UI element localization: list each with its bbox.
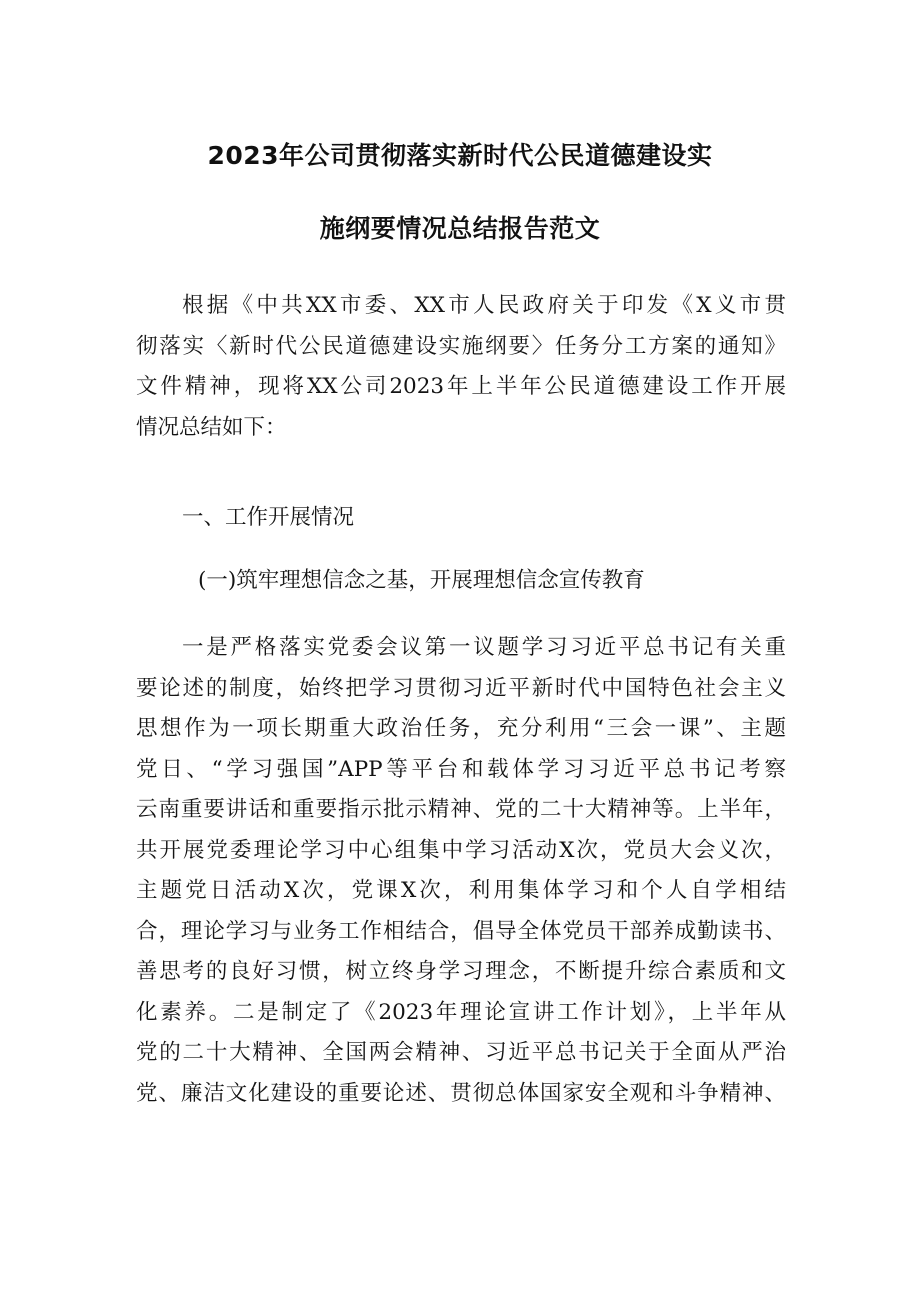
body-paragraph — [136, 628, 786, 1114]
body-line: 要论述的制度，始终把学习贯彻习近平新时代中国特色社会主义 — [136, 675, 786, 701]
intro-line: 根据《中共XX市委、XX市人民政府关于印发《X义市贯 — [182, 293, 786, 318]
intro-line: 文件精神，现将XX公司2023年上半年公民道德建设工作开展 — [136, 374, 786, 399]
body-line: 化素养。二是制定了《2023年理论宣讲工作计划》，上半年从 — [136, 999, 786, 1025]
body-line: 合，理论学习与业务工作相结合，倡导全体党员干部养成勤读书、 — [136, 918, 786, 944]
body-line: 云南重要讲话和重要指示批示精神、党的二十大精神等。上半年， — [136, 797, 786, 822]
body-line: 党的二十大精神、全国两会精神、习近平总书记关于全面从严治 — [136, 1040, 786, 1065]
document-title-line-2: 施纲要情况总结报告范文 — [319, 214, 601, 243]
body-line: 主题党日活动X次，党课X次，利用集体学习和个人自学相结 — [136, 878, 786, 903]
body-line: 党日、“学习强国”APP等平台和载体学习习近平总书记考察 — [136, 756, 786, 782]
subsection-heading-paragraph — [136, 561, 786, 602]
body-line: 善思考的良好习惯，树立终身学习理念，不断提升综合素质和文 — [136, 959, 786, 984]
intro-line: 情况总结如下： — [136, 414, 287, 440]
body-line: 一是严格落实党委会议第一议题学习习近平总书记有关重 — [182, 635, 786, 660]
body-line: 共开展党委理论学习中心组集中学习活动X次，党员大会义次， — [136, 837, 786, 863]
subsection-heading: (一)筑牢理想信念之基，开展理想信念宣传教育 — [198, 568, 645, 593]
section-heading-paragraph — [136, 498, 786, 539]
section-heading: 一、工作开展情况 — [182, 505, 355, 530]
document-title-line-1: 2023年公司贯彻落实新时代公民道德建设实 — [207, 141, 713, 170]
intro-paragraph — [136, 286, 786, 448]
body-line: 党、廉洁文化建设的重要论述、贯彻总体国家安全观和斗争精神、 — [136, 1080, 786, 1106]
body-line: 思想作为一项长期重大政治任务，充分利用“三会一课”、主题 — [136, 716, 786, 741]
intro-line: 彻落实〈新时代公民道德建设实施纲要〉任务分工方案的通知》 — [136, 333, 786, 359]
